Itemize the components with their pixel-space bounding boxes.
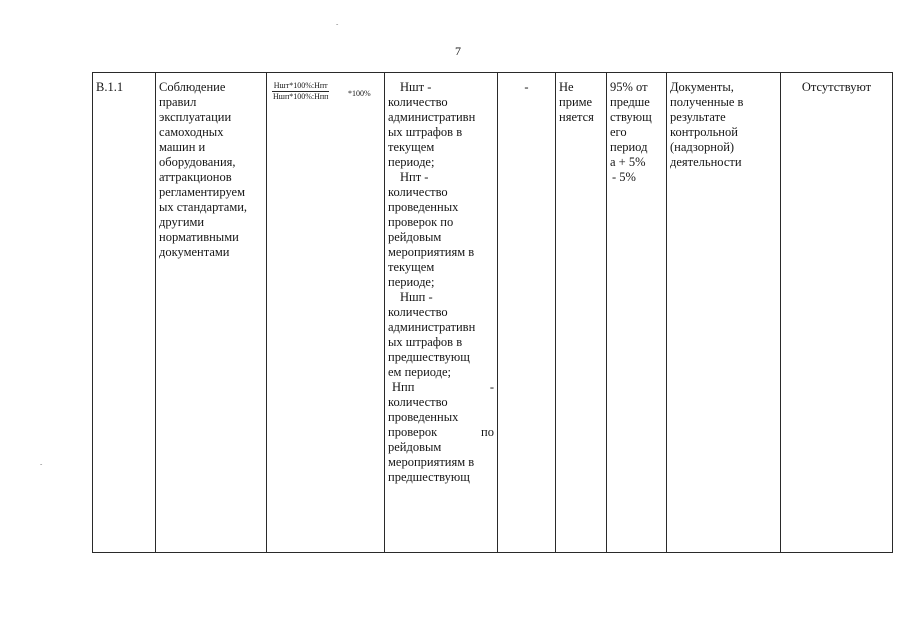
target-line: его bbox=[610, 125, 627, 139]
source-line: деятельности bbox=[670, 155, 742, 169]
target-line: а + 5% bbox=[610, 155, 646, 169]
source-cell bbox=[667, 73, 781, 553]
target-line: ствующ bbox=[610, 110, 652, 124]
scan-mark: - bbox=[40, 460, 43, 468]
table-row bbox=[93, 73, 893, 553]
applicability-cell bbox=[556, 73, 607, 553]
definition-line: ем периоде; bbox=[388, 365, 452, 379]
definitions-cell bbox=[385, 73, 498, 553]
definition-term-right: - bbox=[489, 380, 494, 394]
definition-nshp bbox=[388, 290, 494, 380]
definition-line: текущем bbox=[388, 260, 435, 274]
definition-term-left: Нпп bbox=[392, 380, 415, 394]
definition-line: периоде; bbox=[388, 275, 435, 289]
definition-line: количество bbox=[388, 395, 448, 409]
definition-nsht bbox=[388, 80, 494, 170]
dash-cell bbox=[498, 73, 556, 553]
definition-line: мероприятиям в bbox=[388, 455, 475, 469]
definition-line: количество bbox=[388, 95, 448, 109]
definition-line: ых штрафов в bbox=[388, 125, 463, 139]
definition-term: Нпт - bbox=[400, 170, 429, 184]
definition-line: административн bbox=[388, 110, 476, 124]
definition-line: рейдовым bbox=[388, 440, 442, 454]
definition-line: рейдовым bbox=[388, 230, 442, 244]
description-line: правил bbox=[159, 95, 197, 109]
formula-fraction bbox=[272, 81, 329, 102]
target-line: период bbox=[610, 140, 648, 154]
definition-term bbox=[388, 380, 494, 395]
definition-line: мероприятиям в bbox=[388, 245, 475, 259]
definition-line: количество bbox=[388, 305, 448, 319]
definition-line: периоде; bbox=[388, 155, 435, 169]
definition-term: Ншт - bbox=[400, 80, 432, 94]
definition-npp bbox=[388, 380, 494, 485]
source-line: (надзорной) bbox=[670, 140, 735, 154]
target-cell bbox=[607, 73, 667, 553]
definition-line: проведенных bbox=[388, 410, 459, 424]
formula-denominator: Ншп*100%:Нпп bbox=[273, 92, 329, 101]
definition-line-left: проверок bbox=[388, 425, 438, 439]
source-line: полученные в bbox=[670, 95, 744, 109]
definition-line-right: по bbox=[481, 425, 494, 439]
definition-line: текущем bbox=[388, 140, 435, 154]
applicability-line: няется bbox=[559, 110, 594, 124]
definition-npt bbox=[388, 170, 494, 290]
description-line: Соблюдение bbox=[159, 80, 226, 94]
definition-line: административн bbox=[388, 320, 476, 334]
source-line: Документы, bbox=[670, 80, 734, 94]
result-value: Отсутствуют bbox=[801, 80, 872, 94]
formula-numerator: Ншт*100%:Нпт bbox=[273, 81, 328, 90]
target-line: 95% от bbox=[610, 80, 648, 94]
description-line: ых стандартами, bbox=[159, 200, 248, 214]
definition-line: предшествующ bbox=[388, 470, 470, 484]
criterion-code-cell bbox=[93, 73, 156, 553]
criterion-description-cell bbox=[156, 73, 267, 553]
target-line: - 5% bbox=[612, 170, 636, 184]
definition-line: ых штрафов в bbox=[388, 335, 463, 349]
description-line: нормативными bbox=[159, 230, 239, 244]
source-line: результате bbox=[670, 110, 726, 124]
applicability-line: Не bbox=[559, 80, 574, 94]
target-line: предше bbox=[610, 95, 650, 109]
formula bbox=[270, 77, 381, 117]
definition-line bbox=[388, 425, 494, 440]
description-line: аттракционов bbox=[159, 170, 232, 184]
description-line: самоходных bbox=[159, 125, 224, 139]
description-line: другими bbox=[159, 215, 205, 229]
definition-line: проверок по bbox=[388, 215, 454, 229]
description-line: оборудования, bbox=[159, 155, 236, 169]
description-line: машин и bbox=[159, 140, 206, 154]
criteria-table bbox=[92, 72, 893, 553]
formula-cell bbox=[267, 73, 385, 553]
source-line: контрольной bbox=[670, 125, 738, 139]
definition-line: предшествующ bbox=[388, 350, 470, 364]
criterion-code: В.1.1 bbox=[96, 80, 124, 94]
applicability-line: приме bbox=[559, 95, 593, 109]
description-line: эксплуатации bbox=[159, 110, 232, 124]
dash-value: - bbox=[524, 80, 529, 94]
description-line: регламентируем bbox=[159, 185, 246, 199]
result-cell bbox=[781, 73, 893, 553]
scan-mark: - bbox=[336, 20, 339, 28]
definition-line: проведенных bbox=[388, 200, 459, 214]
formula-multiplier: *100% bbox=[348, 89, 371, 98]
page-number: 7 bbox=[455, 44, 461, 58]
definition-line: количество bbox=[388, 185, 448, 199]
description-line: документами bbox=[159, 245, 230, 259]
definition-term: Ншп - bbox=[400, 290, 433, 304]
